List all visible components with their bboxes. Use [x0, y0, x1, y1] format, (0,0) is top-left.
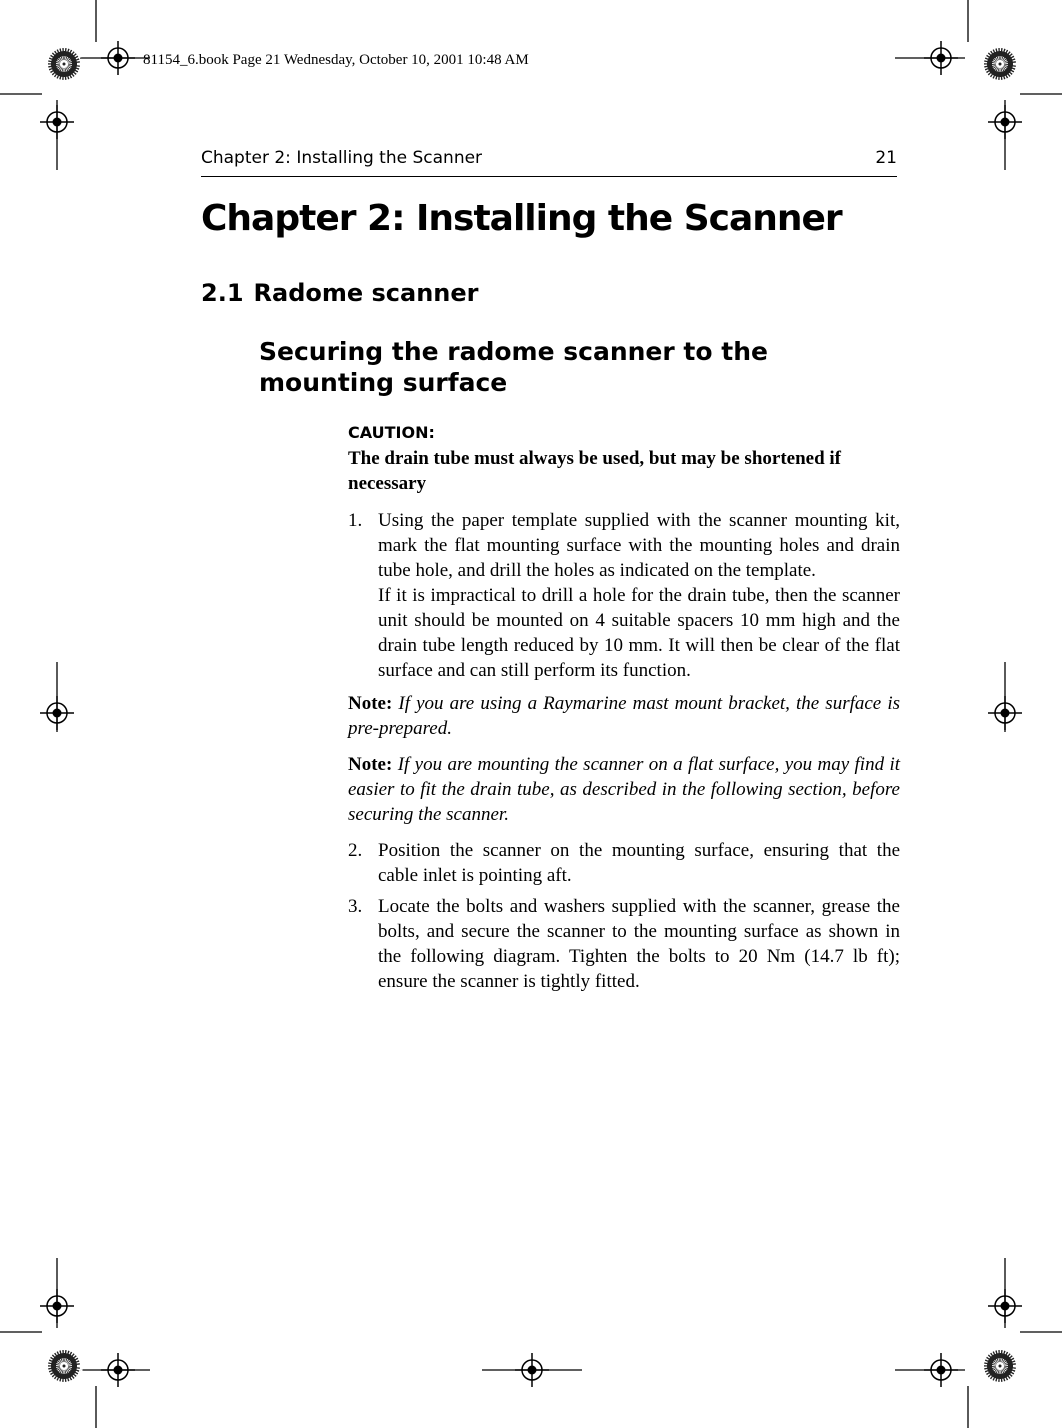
list-item	[348, 508, 900, 683]
note	[348, 691, 900, 741]
item-number: 1.	[348, 510, 363, 531]
page-number: 21	[875, 148, 897, 168]
note-label: Note:	[348, 754, 393, 775]
item-text: Using the paper template supplied with the scanner mounting kit, mark the flat mounting surface with the mounting holes and drain tube hole, and drill the holes as indicated on the template.	[378, 510, 900, 581]
section-number: 2.1	[201, 279, 244, 307]
header-rule	[201, 176, 897, 177]
section-title	[201, 279, 479, 307]
caution-label: CAUTION:	[348, 423, 435, 442]
item-text: Locate the bolts and washers supplied with the scanner, grease the bolts, and secure the scanner to the mounting surface as shown in the following diagram. Tighten the bolts to 20 Nm (14.7 lb ft); ensure the scanner is tightly fitted.	[378, 896, 900, 992]
chapter-title: Chapter 2: Installing the Scanner	[201, 198, 842, 239]
subsection-title: Securing the radome scanner to the mounting surface	[259, 337, 768, 397]
body-text	[348, 420, 900, 1000]
item-text: Position the scanner on the mounting surface, ensuring that the cable inlet is pointing aft.	[378, 840, 900, 886]
list-item	[348, 838, 900, 888]
section-title-text: Radome scanner	[253, 279, 479, 307]
list-item	[348, 894, 900, 994]
note-text: If you are using a Raymarine mast mount bracket, the surface is pre-prepared.	[348, 693, 901, 739]
note-text: If you are mounting the scanner on a flat surface, you may find it easier to fit the drain tube, as described in the following section, before securing the scanner.	[348, 754, 901, 825]
caution-text: The drain tube must always be used, but may be shortened if necessary	[348, 448, 841, 494]
note	[348, 752, 900, 827]
print-slug: 81154_6.book Page 21 Wednesday, October 10, 2001 10:48 AM	[143, 52, 529, 68]
note-label: Note:	[348, 693, 393, 714]
item-number: 3.	[348, 896, 363, 917]
running-header	[201, 148, 897, 168]
item-text-continued: If it is impractical to drill a hole for the drain tube, then the scanner unit should be mounted on 4 suitable spacers 10 mm high and the drain tube length reduced by 10 mm. It will then be clear of the flat surface and can still perform its function.	[378, 585, 900, 681]
running-title: Chapter 2: Installing the Scanner	[201, 148, 483, 168]
item-number: 2.	[348, 840, 363, 861]
